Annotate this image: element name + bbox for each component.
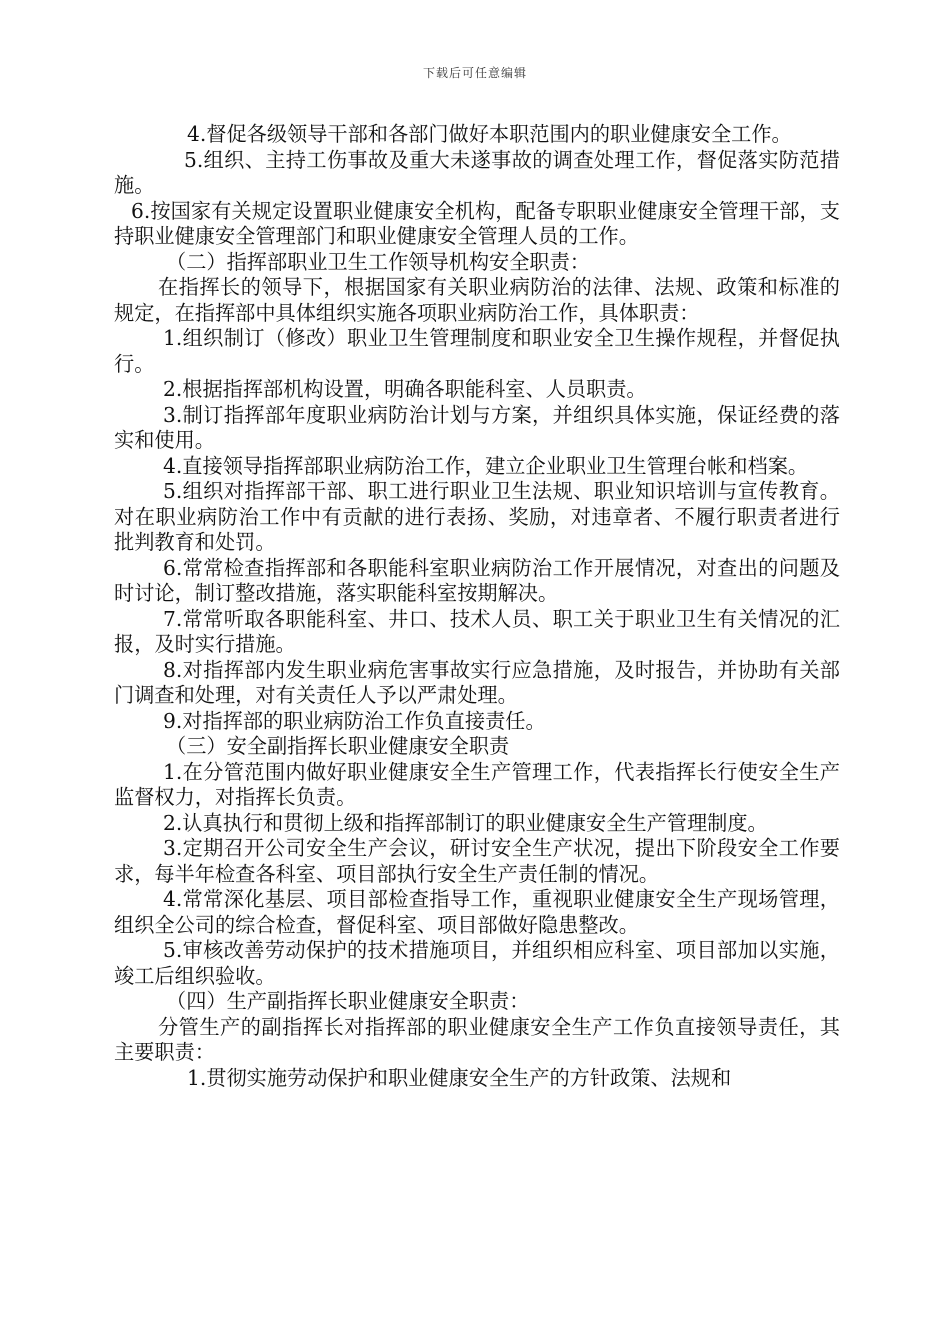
document-body: [114, 122, 840, 1091]
list-item: 5.审核改善劳动保护的技术措施项目，并组织相应科室、项目部加以实施，竣工后组织验收。: [114, 938, 840, 988]
list-item: 5.组织对指挥部干部、职工进行职业卫生法规、职业知识培训与宣传教育。对在职业病防治工作中有贡献的进行表扬、奖励，对违章者、不履行职责者进行批判教育和处罚。: [114, 479, 840, 554]
list-item: 4.常常深化基层、项目部检查指导工作，重视职业健康安全生产现场管理，组织全公司的综合检查，督促科室、项目部做好隐患整改。: [114, 887, 840, 937]
list-item: 8.对指挥部内发生职业病危害事故实行应急措施，及时报告，并协助有关部门调查和处理，对有关责任人予以严肃处理。: [114, 657, 840, 707]
paragraph: 在指挥长的领导下，根据国家有关职业病防治的法律、法规、政策和标准的规定，在指挥部中具体组织实施各项职业病防治工作，具体职责：: [114, 275, 840, 325]
list-item: 1.在分管范围内做好职业健康安全生产管理工作，代表指挥长行使安全生产监督权力，对指挥长负责。: [114, 759, 840, 809]
section-heading: （三）安全副指挥长职业健康安全职责: [166, 734, 510, 758]
list-item: 4.直接领导指挥部职业病防治工作，建立企业职业卫生管理台帐和档案。: [163, 453, 809, 478]
paragraph: 5.组织、主持工伤事故及重大未遂事故的调查处理工作，督促落实防范措施。: [114, 147, 840, 197]
list-item: 3.定期召开公司安全生产会议，研讨安全生产状况，提出下阶段安全工作要求，每半年检查各科室、项目部执行安全生产责任制的情况。: [114, 836, 840, 886]
list-item: 1.组织制订（修改）职业卫生管理制度和职业安全卫生操作规程，并督促执行。: [114, 326, 840, 376]
paragraph: 6.按国家有关规定设置职业健康安全机构，配备专职职业健康安全管理干部，支持职业健康安全管理部门和职业健康安全管理人员的工作。: [114, 198, 840, 248]
section-heading: （四）生产副指挥长职业健康安全职责：: [166, 989, 530, 1013]
list-item: 6.常常检查指挥部和各职能科室职业病防治工作开展情况，对查出的问题及时讨论，制订整改措施，落实职能科室按期解决。: [114, 555, 840, 605]
section-heading: （二）指挥部职业卫生工作领导机构安全职责：: [166, 249, 590, 274]
list-item: 7.常常听取各职能科室、井口、技术人员、职工关于职业卫生有关情况的汇报，及时实行措施。: [114, 606, 840, 656]
list-item: 2.根据指挥部机构设置，明确各职能科室、人员职责。: [163, 377, 647, 401]
paragraph: 分管生产的副指挥长对指挥部的职业健康安全生产工作负直接领导责任，其主要职责：: [114, 1014, 840, 1064]
list-item: 3.制订指挥部年度职业病防治计划与方案，并组织具体实施，保证经费的落实和使用。: [114, 402, 840, 452]
list-item: 2.认真执行和贯彻上级和指挥部制订的职业健康安全生产管理制度。: [163, 810, 768, 835]
list-item: 9.对指挥部的职业病防治工作负直接责任。: [163, 708, 546, 733]
paragraph: 4.督促各级领导干部和各部门做好本职范围内的职业健康安全工作。: [187, 122, 792, 146]
list-item: 1.贯彻实施劳动保护和职业健康安全生产的方针政策、法规和: [187, 1065, 732, 1090]
page-header: 下载后可任意编辑: [422, 66, 527, 80]
